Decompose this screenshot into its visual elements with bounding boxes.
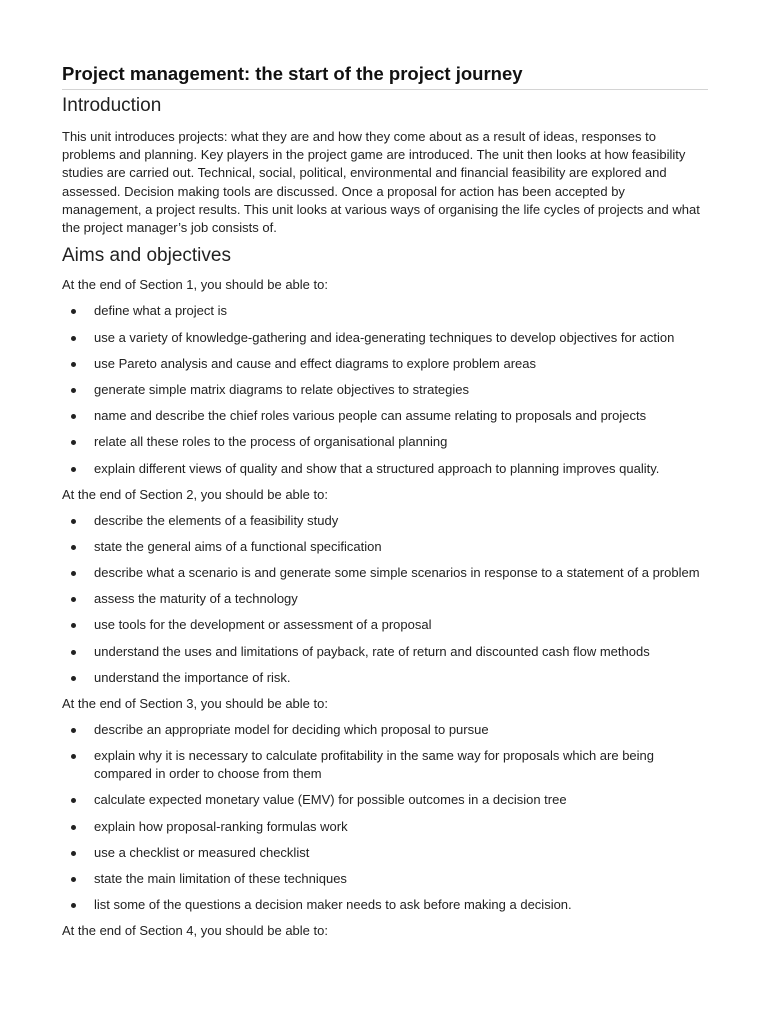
list-item: explain different views of quality and show that a structured approach to planning improves quality. bbox=[62, 460, 708, 478]
list-item: calculate expected monetary value (EMV) for possible outcomes in a decision tree bbox=[62, 791, 708, 809]
section-lead-text: At the end of Section 3, you should be able to: bbox=[62, 695, 328, 711]
section-lead-text: At the end of Section 4, you should be able to: bbox=[62, 923, 328, 939]
document-title: Project management: the start of the project journey bbox=[62, 62, 708, 90]
list-item: describe an appropriate model for deciding which proposal to pursue bbox=[62, 721, 708, 739]
objectives-section-2 bbox=[62, 486, 708, 687]
list-item: use a variety of knowledge-gathering and idea-generating techniques to develop objectives for action bbox=[62, 329, 708, 347]
list-item: use Pareto analysis and cause and effect diagrams to explore problem areas bbox=[62, 355, 708, 373]
objectives-section-4 bbox=[62, 922, 708, 940]
list-item: list some of the questions a decision maker needs to ask before making a decision. bbox=[62, 896, 708, 914]
list-item: describe the elements of a feasibility study bbox=[62, 512, 708, 530]
list-item: use tools for the development or assessment of a proposal bbox=[62, 616, 708, 634]
list-item: state the main limitation of these techniques bbox=[62, 870, 708, 888]
list-item: understand the uses and limitations of payback, rate of return and discounted cash flow methods bbox=[62, 643, 708, 661]
list-item: name and describe the chief roles various people can assume relating to proposals and projects bbox=[62, 407, 708, 425]
introduction-heading: Introduction bbox=[62, 95, 162, 116]
list-item: use a checklist or measured checklist bbox=[62, 844, 708, 862]
list-item: understand the importance of risk. bbox=[62, 669, 708, 687]
list-item: state the general aims of a functional specification bbox=[62, 538, 708, 556]
objectives-list bbox=[62, 302, 708, 477]
objectives-list bbox=[62, 721, 708, 914]
section-lead-text: At the end of Section 1, you should be able to: bbox=[62, 277, 328, 293]
list-item: explain why it is necessary to calculate profitability in the same way for proposals which are being compared in order to choose from them bbox=[62, 747, 708, 783]
section-lead-text: At the end of Section 2, you should be able to: bbox=[62, 486, 328, 502]
objectives-section-3 bbox=[62, 695, 708, 914]
aims-heading: Aims and objectives bbox=[62, 245, 231, 267]
list-item: relate all these roles to the process of organisational planning bbox=[62, 433, 708, 451]
aims-sections bbox=[62, 276, 708, 940]
list-item: explain how proposal-ranking formulas work bbox=[62, 818, 708, 836]
introduction-paragraph: This unit introduces projects: what they are and how they come about as a result of ideas, responses to problems and planning. Key players in the project game are introduced. The unit then looks at how feasibility studies are carried out. Technical, social, political, environmental and financial feasibility are explored and assessed. Decision making tools are discussed. Once a proposal for action has been accepted by management, a project results. This unit looks at various ways of organising the life cycles of projects and what the project manager’s job consists of. bbox=[62, 129, 700, 236]
objectives-list bbox=[62, 512, 708, 687]
list-item: assess the maturity of a technology bbox=[62, 590, 708, 608]
list-item: generate simple matrix diagrams to relate objectives to strategies bbox=[62, 381, 708, 399]
list-item: define what a project is bbox=[62, 302, 708, 320]
list-item: describe what a scenario is and generate some simple scenarios in response to a statement of a problem bbox=[62, 564, 708, 582]
objectives-section-1 bbox=[62, 276, 708, 477]
